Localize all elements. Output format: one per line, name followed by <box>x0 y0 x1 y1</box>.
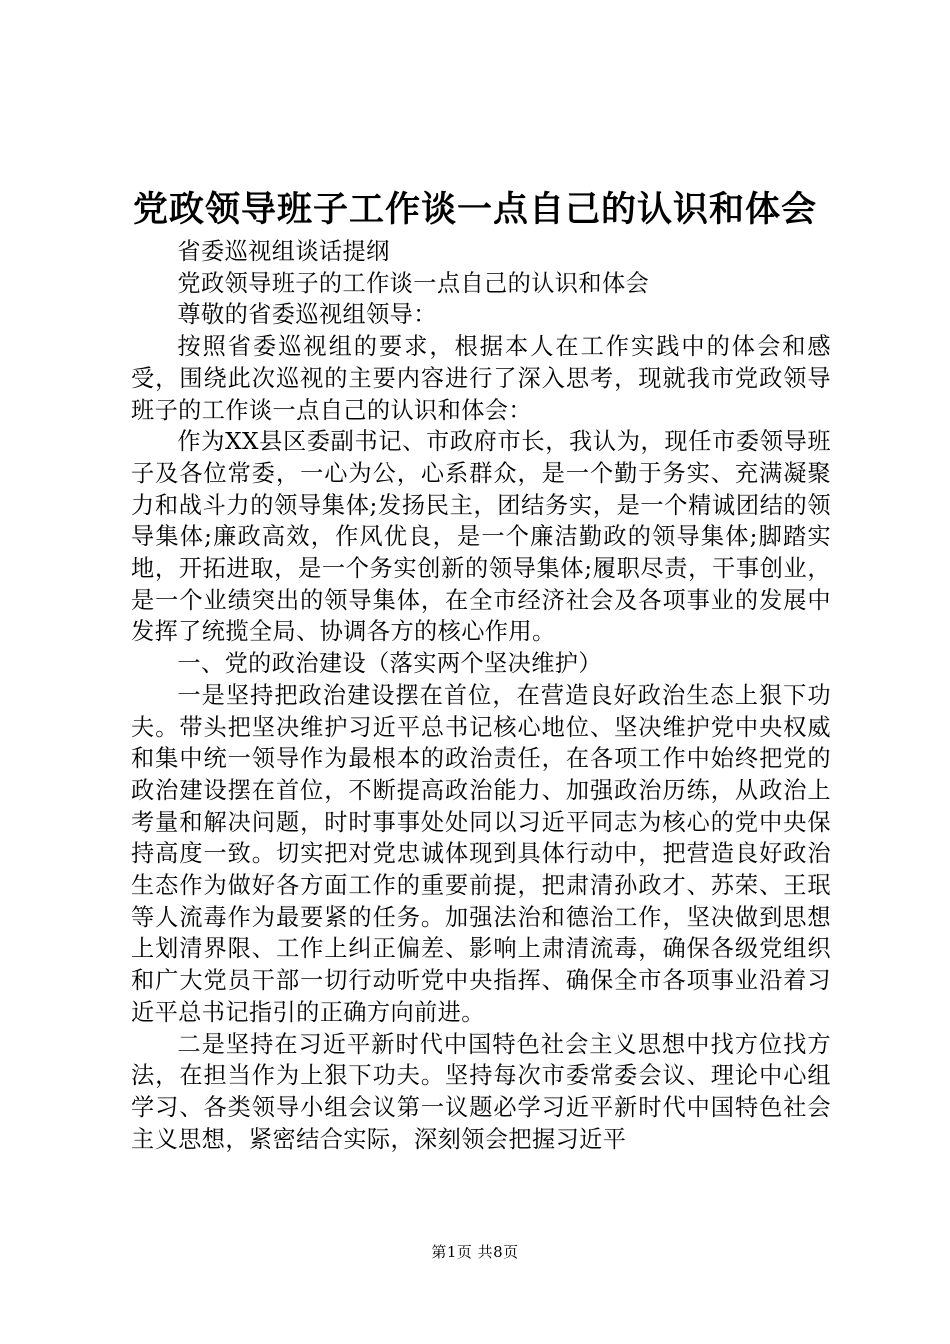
paragraph-salutation: 尊敬的省委巡视组领导： <box>177 301 437 329</box>
paragraph-intro: 按照省委巡视组的要求，根据本人在工作实践中的体会和感受，围绕此次巡视的主要内容进行了深入思考，现就我市党政领导班子的工作谈一点自己的认识和体会： <box>131 333 831 424</box>
document-title: 党政领导班子工作谈一点自己的认识和体会 <box>132 189 817 230</box>
paragraph-assessment: 作为XX县区委副书记、市政府市长，我认为，现任市委领导班子及各位常委，一心为公，心系群众，是一个勤于务实、充满凝聚力和战斗力的领导集体;发扬民主，团结务实，是一个精诚团结的领导集体;廉政高效，作风优良，是一个廉洁勤政的领导集体;脚踏实地，开拓进取，是一个务实创新的领导集体;履职尽责，干事创业，是一个业绩突出的领导集体，在全市经济社会及各项事业的发展中发挥了统揽全局、协调各方的核心作用。 <box>131 428 831 646</box>
paragraph-subject: 党政领导班子的工作谈一点自己的认识和体会 <box>177 269 650 297</box>
document-body <box>131 236 831 1155</box>
paragraph-point-one: 一是坚持把政治建设摆在首位，在营造良好政治生态上狠下功夫。带头把坚决维护习近平总书记核心地位、坚决维护党中央权威和集中统一领导作为最根本的政治责任，在各项工作中始终把党的政治建设摆在首位，不断提高政治能力、加强政治历练，从政治上考量和解决问题，时时事事处处同以习近平同志为核心的党中央保持高度一致。切实把对党忠诚体现到具体行动中，把营造良好政治生态作为做好各方面工作的重要前提，把肃清孙政才、苏荣、王珉等人流毒作为最要紧的任务。加强法治和德治工作，坚决做到思想上划清界限、工作上纠正偏差、影响上肃清流毒，确保各级党组织和广大党员干部一切行动听党中央指挥、确保全市各项事业沿着习近平总书记指引的正确方向前进。 <box>131 681 831 1026</box>
paragraph-outline-heading: 省委巡视组谈话提纲 <box>177 238 390 265</box>
section-heading-political-building: 一、党的政治建设（落实两个坚决维护） <box>177 650 602 678</box>
page-footer: 第1页 共8页 <box>431 1243 519 1261</box>
paragraph-point-two: 二是坚持在习近平新时代中国特色社会主义思想中找方位找方法，在担当作为上狠下功夫。坚持每次市委常委会议、理论中心组学习、各类领导小组会议第一议题必学习近平新时代中国特色社会主义思想，紧密结合实际，深刻领会把握习近平 <box>131 1030 831 1153</box>
